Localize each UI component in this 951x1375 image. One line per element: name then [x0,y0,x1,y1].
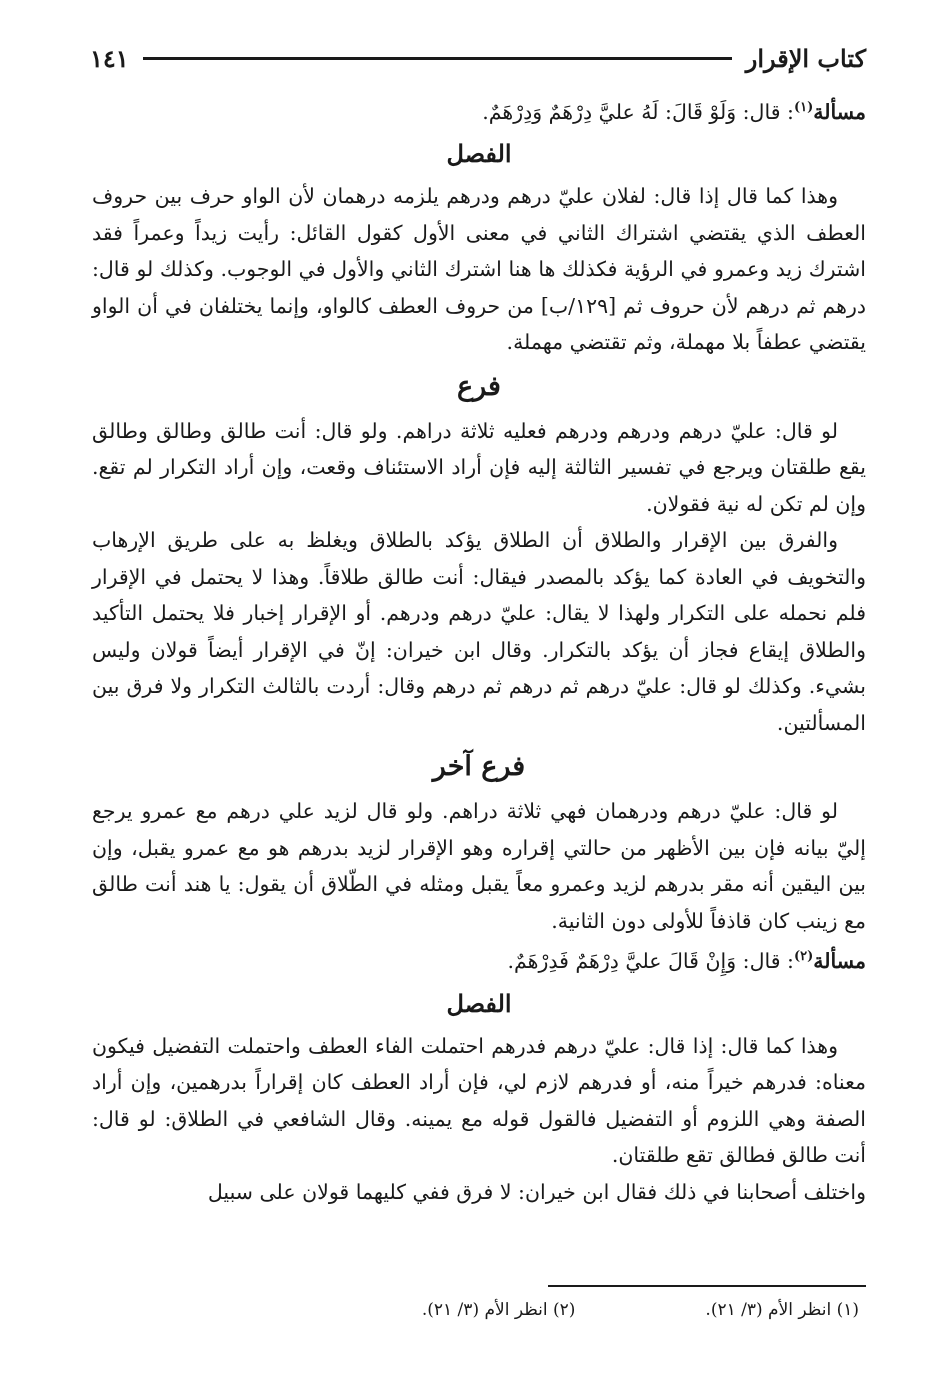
issue-1-label: مسألة [813,99,866,124]
section-2-paragraph-2: واختلف أصحابنا في ذلك فقال ابن خيران: لا فرق ففي كليهما قولان على سبيل [207,1179,866,1204]
section-2-paragraph-1: وهذا كما قال: إذا قال: عليّ درهم فدرهم احتملت الفاء العطف واحتملت التفضيل فيكون معناه: فدرهم خيراً منه، أو فدرهم لازم لي، فإن أراد العطف كان إقراراً بدرهمين، وإن أراد الصفة وهي اللزوم أو التفضيل فالقول قوله مع يمينه. وقال الشافعي في الطلاق: لو قال: أنت طالق فطالق تقع طلقتان. [92,1033,866,1168]
page-number: ١٤١ [90,43,129,73]
branch-1-paragraph-2: والفرق بين الإقرار والطلاق أن الطلاق يؤكد بالطلاق ويغلظ به على طريق الإرهاب والتخويف في العادة كما يؤكد بالمصدر فيقال: أنت طالق طلاقاً. وهذا لا يحتمل في الإقرار فلم نحمله على التكرار ولهذا لا يقال: عليّ درهم ودرهم. أو الإقرار إخبار فلا يحتمل التأكيد والطلاق إيقاع فجاز أن يؤكد بالتكرار. وقال ابن خيران: إنّ في الإقرار أيضاً قولان وليس بشيء. وكذلك لو قال: عليّ درهم ثم درهم ثم درهم وقال: أردت بالثالث التكرار ولا فرق بين المسألتين. [92,528,866,735]
header-rule [143,57,732,60]
footnote-2: (٢) انظر الأم (٣/ ٢١). [421,1300,576,1320]
section-2-heading: الفصل [446,988,512,1018]
issue-1-text: : قال: وَلَوْ قَالَ: لَهُ عليَّ دِرْهَمٌ وَدِرْهَمٌ. [482,99,794,124]
issue-1-footnote-ref: (١) [793,100,814,115]
issue-2-label: مسألة [813,949,866,974]
section-1-paragraph: وهذا كما قال إذا قال: لفلان عليّ درهم ودرهم يلزمه درهمان لأن الواو حرف بين حروف العطف الذي يقتضي اشتراك الثاني في معنى الأول كقول القائل: رأيت زيداً وعمراً فقد اشترك زيد وعمرو في الرؤية فكذلك ها هنا اشترك الثاني والأول في الوجوب. وكذلك لو قال: درهم ثم درهم لأن حروف ثم [١٢٩/ب] من حروف العطف كالواو، وإنما يختلفان في أن الواو يقتضي عطفاً بلا مهملة، وثم تقتضي مهملة. [92,184,866,355]
footnote-rule [548,1285,866,1287]
branch-1-heading: فرع [457,370,501,402]
issue-2-text: : قال: وَإِنْ قَالَ عليَّ دِرْهَمٌ فَدِرْهَمٌ. [507,949,794,974]
section-1-heading: الفصل [446,139,512,169]
branch-2-heading: فرع آخر [432,751,526,783]
footnote-1: (١) انظر الأم (٣/ ٢١). [705,1300,859,1320]
page-header [90,38,866,78]
issue-2 [92,939,866,979]
page-body [92,90,866,1210]
issue-2-footnote-ref: (٢) [793,949,814,965]
footnotes [92,1300,859,1330]
book-title: كتاب الإقرار [745,43,866,73]
issue-1 [92,90,866,130]
branch-2-paragraph: لو قال: عليّ درهم ودرهمان فهي ثلاثة دراهم. ولو قال لزيد علي درهم مع عمرو يرجع إليّ بيانه فإن بين الأظهر من حالتي إقراره وهو الإقرار لزيد بدرهم هو مع عمرو يقبل، وإن بين اليقين أنه مقر بدرهم لزيد وعمرو معاً يقبل ومثله في الطّلاق أن يقول: يا هند أنت طالق مع زينب كان قاذفاً للأولى دون الثانية. [92,799,866,933]
branch-1-paragraph-1: لو قال: عليّ درهم ودرهم ودرهم فعليه ثلاثة دراهم. ولو قال: أنت طالق وطالق وطالق يقع طلقتان ويرجع في تفسير الثالثة إليه فإن أراد الاستئناف وقعت، وإن أراد التكرار لم تقع. وإن لم تكن له نية فقولان. [92,418,866,516]
